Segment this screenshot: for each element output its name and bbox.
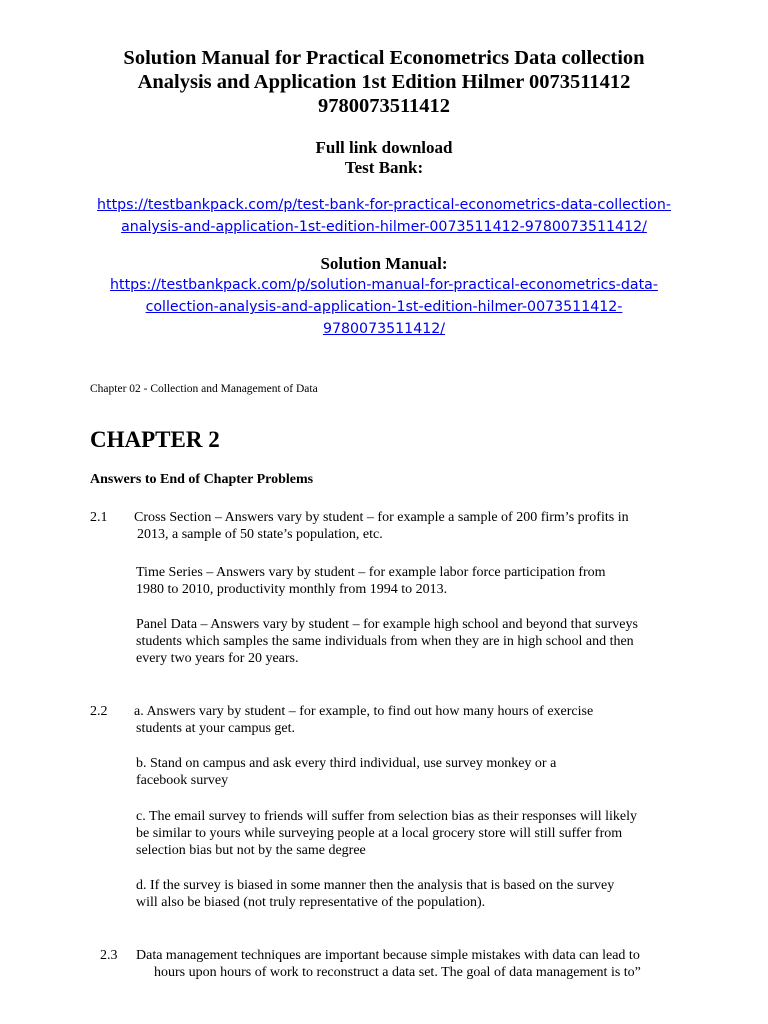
paragraph-line: Cross Section – Answers vary by student – for example a sample of 200 firm’s profits in — [134, 510, 629, 525]
paragraph-line: a. Answers vary by student – for example, to find out how many hours of exercise — [134, 704, 594, 719]
paragraph-line: selection bias but not by the same degree — [136, 843, 366, 858]
problem-number: 2.3 — [100, 948, 118, 963]
title-line: Analysis and Application 1st Edition Hilmer 0073511412 — [137, 71, 631, 93]
problem-paragraph — [136, 564, 676, 598]
solution-manual-label: Solution Manual: — [320, 254, 448, 273]
paragraph-line: students at your campus get. — [136, 721, 296, 736]
problem-number: 2.1 — [90, 510, 108, 525]
paragraph-line: Panel Data – Answers vary by student – for example high school and beyond that surveys — [136, 617, 638, 632]
problem-paragraph — [136, 808, 681, 859]
problem-paragraph — [134, 703, 679, 737]
paragraph-line: b. Stand on campus and ask every third individual, use survey monkey or a — [136, 756, 557, 771]
problem-paragraph — [136, 947, 696, 981]
paragraph-line: c. The email survey to friends will suffer from selection bias as their responses will likely — [136, 809, 638, 824]
paragraph-line: 2013, a sample of 50 state’s population, etc. — [137, 527, 383, 542]
paragraph-line: students which samples the same individuals from when they are in high school and then — [136, 634, 634, 649]
chapter-heading: CHAPTER 2 — [90, 427, 220, 452]
paragraph-line: 1980 to 2010, productivity monthly from 1994 to 2013. — [136, 582, 448, 597]
section-subheading: Answers to End of Chapter Problems — [90, 472, 314, 487]
paragraph-line: hours upon hours of work to reconstruct a data set. The goal of data management is to” — [154, 965, 641, 980]
paragraph-line: every two years for 20 years. — [136, 651, 299, 666]
link-line[interactable]: 9780073511412/ — [322, 321, 446, 337]
problem-paragraph — [136, 877, 681, 911]
problem-paragraph — [134, 509, 679, 543]
test-bank-label: Test Bank: — [344, 158, 424, 177]
link-line[interactable]: https://testbankpack.com/p/test-bank-for-practical-econometrics-data-collection- — [97, 197, 671, 213]
problem-paragraph — [136, 616, 681, 667]
paragraph-line: d. If the survey is biased in some manner then the analysis that is based on the survey — [136, 878, 615, 893]
paragraph-line: Data management techniques are important because simple mistakes with data can lead to — [136, 948, 640, 963]
link-line[interactable]: analysis-and-application-1st-edition-hilmer-0073511412-9780073511412/ — [121, 219, 647, 235]
document-title — [60, 46, 708, 118]
link-line[interactable]: collection-analysis-and-application-1st-edition-hilmer-0073511412- — [145, 299, 623, 315]
link-line[interactable]: https://testbankpack.com/p/solution-manual-for-practical-econometrics-data- — [110, 277, 658, 293]
paragraph-line: Time Series – Answers vary by student – for example labor force participation from — [136, 565, 606, 580]
solution-manual-link[interactable] — [60, 274, 708, 340]
chapter-header-line: Chapter 02 - Collection and Management of Data — [90, 383, 318, 395]
title-line: 9780073511412 — [317, 95, 451, 117]
test-bank-link[interactable] — [60, 194, 708, 238]
paragraph-line: will also be biased (not truly representative of the population). — [136, 895, 486, 910]
paragraph-line: facebook survey — [136, 773, 229, 788]
problem-paragraph — [136, 755, 681, 789]
title-line: Solution Manual for Practical Econometrics Data collection — [123, 47, 645, 69]
paragraph-line: be similar to yours while surveying people at a local grocery store will still suffer from — [136, 826, 623, 841]
full-link-label: Full link download — [315, 138, 453, 157]
problem-number: 2.2 — [90, 704, 108, 719]
